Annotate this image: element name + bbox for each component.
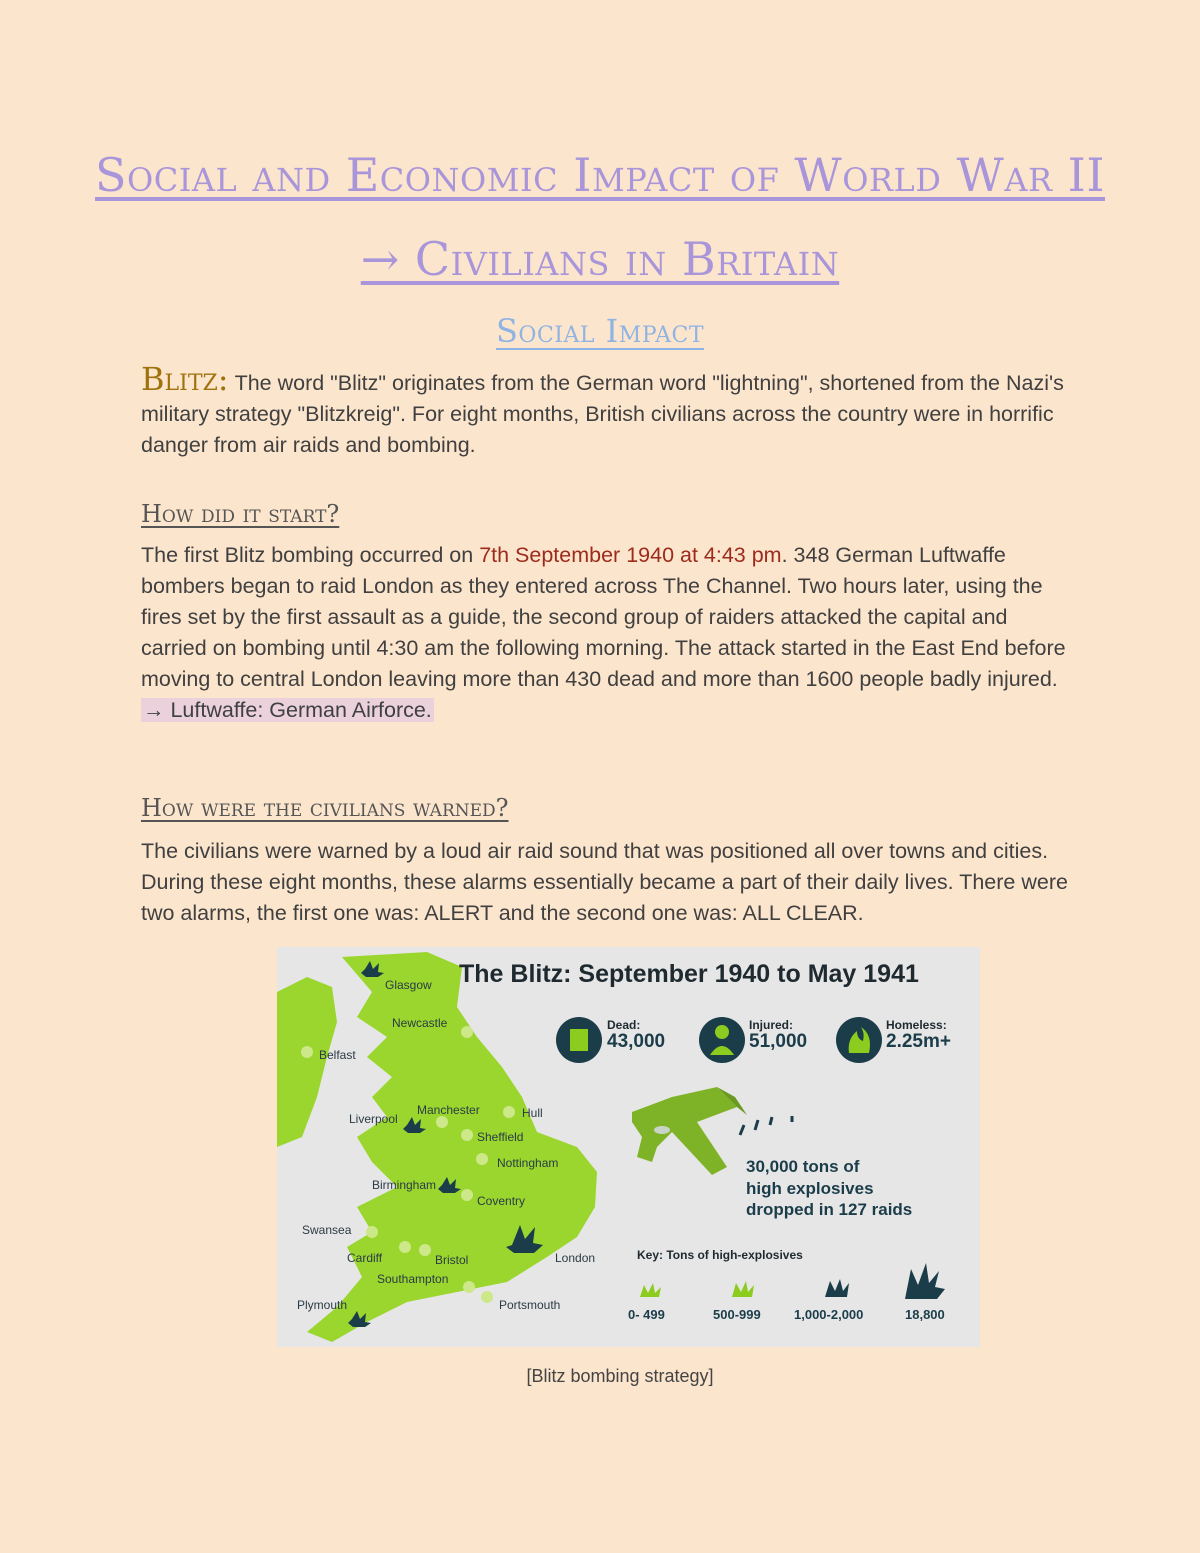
stat-value: 2.25m+ [886, 1031, 951, 1052]
start-date-highlight: 7th September 1940 at 4:43 pm [479, 543, 782, 567]
blitz-infographic [277, 947, 980, 1347]
manchester-marker [436, 1116, 448, 1128]
luftwaffe-note: → Luftwaffe: German Airforce. [143, 698, 432, 722]
blitz-text: The word "Blitz" originates from the German word "lightning", shortened from the Nazi's military strategy "Blitzkreig". For eight months, British civilians across the country were in horrific danger from air raids and bombing. [141, 371, 1064, 457]
nottingham-marker [476, 1153, 488, 1165]
document-title [0, 148, 1200, 202]
city-label: Swansea [302, 1223, 352, 1237]
key-label: 1,000-2,000 [794, 1307, 864, 1322]
city-label: Cardiff [347, 1251, 383, 1265]
image-caption: [Blitz bombing strategy] [526, 1366, 714, 1386]
start-text-before: The first Blitz bombing occurred on [141, 543, 480, 567]
subtitle-text: → Civilians in Britain [360, 232, 840, 286]
belfast-marker [301, 1046, 313, 1058]
city-label: Manchester [417, 1103, 480, 1117]
stat-value: 43,000 [607, 1031, 666, 1052]
hull-marker [503, 1106, 515, 1118]
injured-person-icon [715, 1025, 729, 1039]
stat-value: 51,000 [749, 1031, 808, 1052]
section-title [0, 312, 1200, 350]
stat-label: Dead: [607, 1018, 641, 1032]
start-text-after: . 348 German Luftwaffe bombers began to raid London as they entered across The Channel. Two hours later, using the fires set by the first assault as a guide, the second group of raiders attacked the capital and carried on bombing until 4:30 am the following morning. The attack started in the East End before moving to central London leaving more than 430 dead and more than 1600 people badly injured. [141, 543, 1066, 691]
key-label: 18,800 [905, 1307, 945, 1322]
start-paragraph [141, 540, 1071, 726]
title-text: Social and Economic Impact of World War II [94, 148, 1106, 202]
blitz-paragraph [141, 360, 1071, 461]
portsmouth-marker [481, 1291, 493, 1303]
stat-label: Homeless: [886, 1018, 947, 1032]
stat-label: Injured: [749, 1018, 793, 1032]
warned-heading-text: How were the civilians warned? [141, 794, 509, 822]
city-label: London [555, 1251, 596, 1265]
start-heading-text: How did it start? [141, 500, 340, 528]
blitz-label: Blitz: [141, 360, 229, 398]
city-label: Hull [522, 1106, 543, 1120]
start-heading [141, 500, 339, 528]
injured-icon-circle [699, 1017, 745, 1063]
city-label: Plymouth [297, 1298, 348, 1312]
section-title-text: Social Impact [496, 312, 704, 350]
city-label: Southampton [377, 1272, 449, 1286]
warned-heading [141, 794, 509, 822]
explosives-line: 30,000 tons of [746, 1157, 860, 1176]
sheffield-marker [461, 1129, 473, 1141]
key-title: Key: Tons of high-explosives [637, 1248, 803, 1262]
city-label: Newcastle [392, 1016, 448, 1030]
city-label: Belfast [319, 1048, 356, 1062]
warned-paragraph [141, 836, 1071, 929]
cardiff-marker [399, 1241, 411, 1253]
explosives-line: dropped in 127 raids [746, 1200, 913, 1219]
explosives-line: high explosives [746, 1179, 874, 1198]
warned-text: The civilians were warned by a loud air raid sound that was positioned all over towns and cities. During these eight months, these alarms essentially became a part of their daily lives. There were two alarms, the first one was: ALERT and the second one was: ALL CLEAR. [141, 839, 1068, 925]
city-label: Portsmouth [499, 1298, 561, 1312]
city-label: Nottingham [497, 1156, 559, 1170]
infographic-title: The Blitz: September 1940 to May 1941 [459, 960, 919, 988]
swansea-marker [366, 1226, 378, 1238]
city-label: Sheffield [477, 1130, 524, 1144]
bristol-marker [419, 1244, 431, 1256]
city-label: Coventry [477, 1194, 526, 1208]
key-label: 500-999 [713, 1307, 761, 1322]
document-subtitle [0, 232, 1200, 286]
coventry-marker [461, 1189, 473, 1201]
southampton-marker [463, 1281, 475, 1293]
key-label: 0- 499 [628, 1307, 665, 1322]
city-label: Birmingham [372, 1178, 437, 1192]
coffin-icon [570, 1029, 588, 1051]
city-label: Bristol [435, 1253, 469, 1267]
city-label: Glasgow [385, 978, 432, 992]
newcastle-marker [461, 1026, 473, 1038]
city-label: Liverpool [349, 1112, 398, 1126]
